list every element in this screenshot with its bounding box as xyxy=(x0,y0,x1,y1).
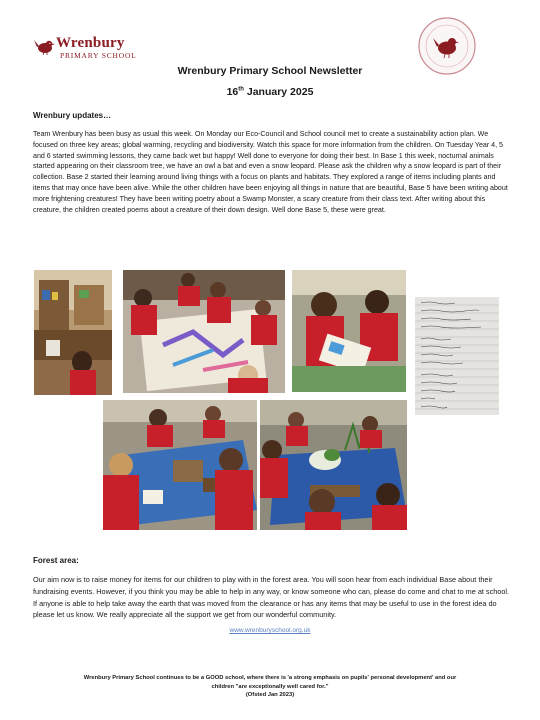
photo-handwritten-poem xyxy=(415,297,499,415)
ofsted-statement xyxy=(40,674,500,700)
school-subname: PRIMARY SCHOOL xyxy=(60,51,137,60)
newsletter-date: 16th January 2025 xyxy=(226,86,314,98)
website-link[interactable]: www.wrenburyschool.org.uk xyxy=(229,627,311,634)
photo-children-with-plants xyxy=(260,400,407,530)
school-logo xyxy=(34,35,137,60)
updates-paragraph: Team Wrenbury has been busy as usual this week. On Monday our Eco-Council and School council met to create a sustainability action plan. We focused on three key areas; global warming, recycling and biodiversity. Watch this space for more information from the children. On Tuesday Year 4, 5 and 6 started swimming lessons, they came back wet but happy! Well done to everyone for doing their best. In Base 1 this week, nocturnal animals started appearing on their classroom tree, we have an owl a bat and even a snow leopard. Please ask the children why a snow leopard is part of their collection. Base 2 started their learning around living things with a focus on plants and habitats. They explored a range of items including plants and items that may once have been alive. While the other children have been enjoying all things in nature that are beautiful, Base 5 have been writing about more frightening creatures! They have been writing poetry about a Swamp Monster, a scary creature from their class text. After writing about this creature, the children created poems about a creature of their down design. Well done Base 5, these were great. xyxy=(33,130,508,214)
updates-heading: Wrenbury updates… xyxy=(33,111,112,120)
photo-children-reading xyxy=(292,270,406,392)
school-name: Wrenbury xyxy=(56,35,125,51)
ofsted-line-1: Wrenbury Primary School continues to be a GOOD school, where there is 'a strong emphasis on pupils' personal development' and our xyxy=(83,675,457,681)
forest-paragraph: Our aim now is to raise money for items for our children to play with in the forest area. You will soon hear from each individual Base about their fundraising events. However, if you think you may be able to help in any way, or know someone who can, please do come and chat to me at school. If anyone is able to help take away the earth that was moved from the clearance or has any items that may be useful to use in the forest idea do please let us know. We really appreciate all the support we get from our wonderful community. xyxy=(33,575,510,620)
wren-bird-icon xyxy=(34,37,56,55)
photo-children-at-table xyxy=(103,400,257,530)
newsletter-title: Wrenbury Primary School Newsletter xyxy=(177,65,363,77)
photo-classroom-shelf xyxy=(34,270,112,395)
ofsted-line-2: children "are exceptionally well cared for." xyxy=(211,683,329,690)
photo-children-drawing xyxy=(123,270,285,393)
forest-heading: Forest area: xyxy=(33,556,79,565)
ofsted-line-3: (Ofsted Jan 2023) xyxy=(245,692,295,698)
